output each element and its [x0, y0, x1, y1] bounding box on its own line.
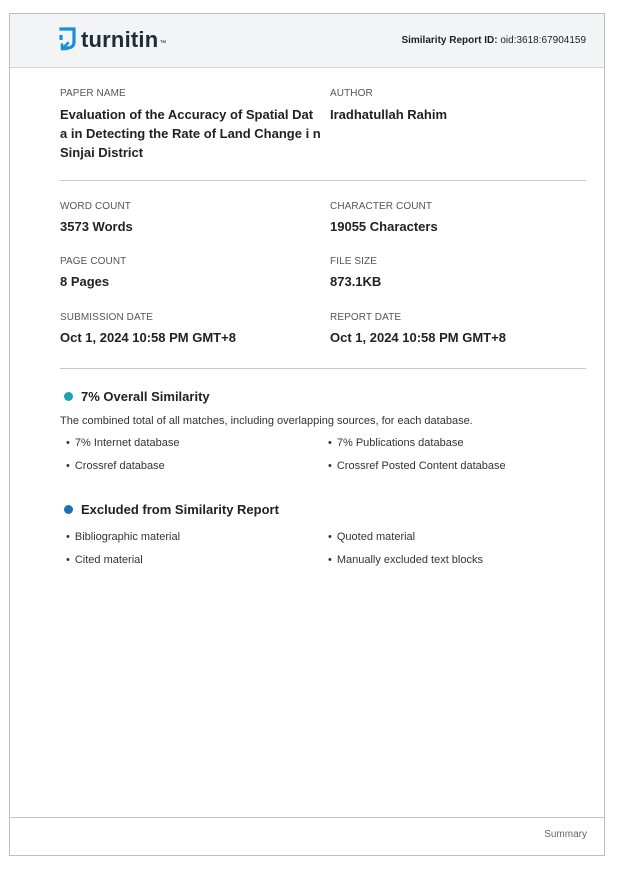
similarity-dot-icon	[64, 392, 73, 401]
character-count-label: CHARACTER COUNT	[330, 201, 433, 212]
page-count-block	[60, 256, 322, 291]
footer-summary-label: Summary	[544, 829, 587, 840]
report-header	[10, 14, 604, 68]
turnitin-logo	[58, 26, 166, 54]
divider	[60, 368, 586, 369]
report-id-value: oid:3618:67904159	[500, 35, 586, 46]
page-count-value: 8 Pages	[60, 274, 110, 289]
author-block	[330, 88, 592, 124]
file-size-value: 873.1KB	[330, 274, 382, 289]
similarity-item: • Crossref database	[66, 460, 165, 472]
file-size-block	[330, 256, 592, 291]
report-id-label: Similarity Report ID:	[401, 35, 498, 46]
paper-name-block	[60, 88, 322, 162]
overall-similarity-label: 7% Overall Similarity	[81, 389, 210, 404]
similarity-description: The combined total of all matches, including overlapping sources, for each database.	[60, 415, 473, 427]
word-count-value: 3573 Words	[60, 219, 133, 234]
character-count-block	[330, 201, 592, 236]
report-page	[9, 13, 605, 856]
overall-similarity-title	[64, 389, 210, 404]
turnitin-logo-icon	[58, 26, 78, 54]
logo-text: turnitin	[81, 27, 159, 52]
excluded-title	[64, 502, 279, 517]
similarity-report-id	[401, 35, 586, 46]
report-date-block	[330, 312, 592, 347]
excluded-item: • Quoted material	[328, 531, 415, 543]
similarity-item: • Crossref Posted Content database	[328, 460, 506, 472]
submission-date-value: Oct 1, 2024 10:58 PM GMT+8	[60, 330, 236, 345]
excluded-label: Excluded from Similarity Report	[81, 502, 279, 517]
logo-trademark: ™	[159, 39, 167, 47]
footer-divider	[10, 817, 604, 818]
submission-date-label: SUBMISSION DATE	[60, 312, 153, 323]
word-count-block	[60, 201, 322, 236]
word-count-label: WORD COUNT	[60, 201, 131, 212]
excluded-item: • Bibliographic material	[66, 531, 180, 543]
similarity-item: • 7% Internet database	[66, 437, 179, 449]
excluded-item: • Manually excluded text blocks	[328, 554, 483, 566]
author-label: AUTHOR	[330, 88, 373, 99]
submission-date-block	[60, 312, 322, 347]
paper-name-value: Evaluation of the Accuracy of Spatial Dat a in Detecting the Rate of Land Change i n Sinjai District	[60, 107, 321, 160]
report-date-label: REPORT DATE	[330, 312, 402, 323]
author-value: Iradhatullah Rahim	[330, 107, 448, 122]
page-count-label: PAGE COUNT	[60, 256, 127, 267]
excluded-item: • Cited material	[66, 554, 143, 566]
excluded-dot-icon	[64, 505, 73, 514]
file-size-label: FILE SIZE	[330, 256, 378, 267]
character-count-value: 19055 Characters	[330, 219, 438, 234]
similarity-item: • 7% Publications database	[328, 437, 463, 449]
divider	[60, 180, 586, 181]
paper-name-label: PAPER NAME	[60, 88, 126, 99]
report-date-value: Oct 1, 2024 10:58 PM GMT+8	[330, 330, 506, 345]
